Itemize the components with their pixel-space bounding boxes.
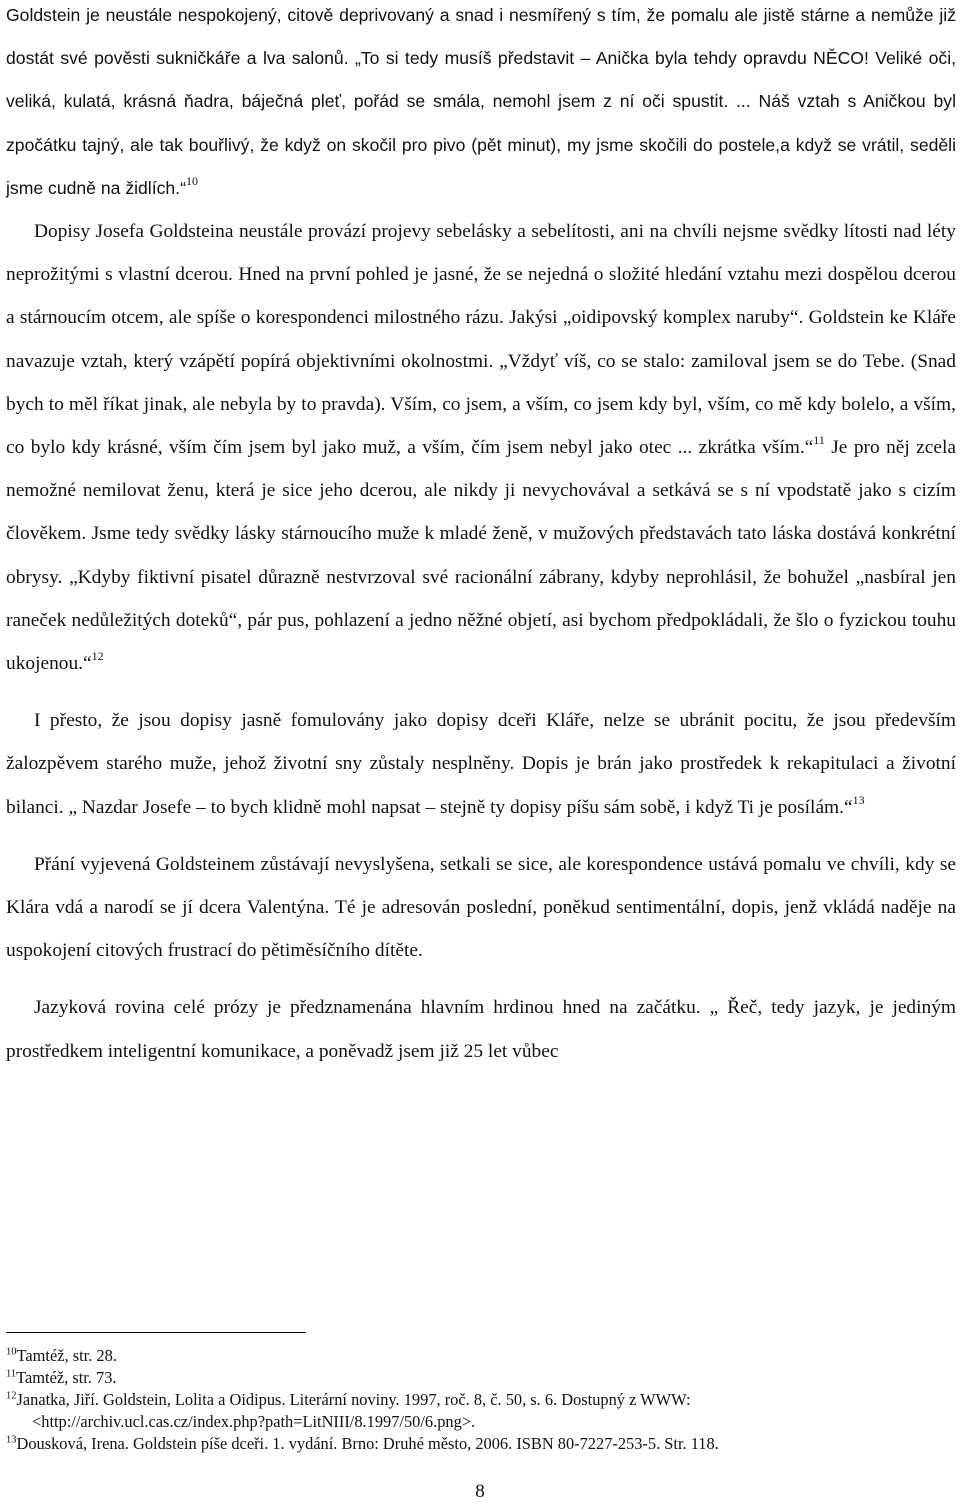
footnote-12: $^{12}$Janatka, Jiří. Goldstein, Lolita a Oidipus. Literární noviny. 1997, roč. 8, č. 50, s. 6. Dostupný z WWW: (6, 1390, 691, 1409)
paragraph-3 (6, 699, 956, 829)
footnote-10: $^{10}$Tamtéž, str. 28. (6, 1346, 117, 1365)
paragraph-4-text: Přání vyjevená Goldsteinem zůstávají nevyslyšena, setkali se sice, ale korespondence ustává pomalu ve chvíli, kdy se Klára vdá a narodí se jí dcera Valentýna. Té je adresován poslední, poněkud sentimentální, dopis, jenž vkládá naděje na uspokojení citových frustrací do pětiměsíčního dítěte. (6, 853, 956, 962)
footnote-ref-12: 12 (91, 649, 104, 664)
paragraph-1-text: Goldstein je neustále nespokojený, citově deprivovaný a snad i nesmířený s tím, že pomalu ale jistě stárne a nemůže již dostát své pověsti sukničkáře a lva salonů. „To si tedy musíš představit – Anička byla tehdy opravdu NĚCO! Veliké oči, veliká, kulatá, krásná ňadra, báječná pleť, pořád se smála, nemohl jsem z ní oči spustit. ... Náš vztah s Aničkou byl zpočátku tajný, ale tak bouřlivý, že když on skočil pro pivo (pět minut), my jsme skočili do postele,a když se vrátil, seděli jsme cudně na židlích.“ (6, 5, 956, 198)
footnote-13: $^{13}$Dousková, Irena. Goldstein píše dceři. 1. vydání. Brno: Druhé město, 2006. ISBN 80-7227-253-5. Str. 118. (6, 1434, 719, 1453)
paragraph-4 (6, 843, 956, 973)
paragraph-5 (6, 986, 956, 1072)
page-number: 8 (475, 1481, 485, 1502)
footnote-11: $^{11}$Tamtéž, str. 73. (6, 1368, 117, 1387)
footnote-12-url[interactable]: <http://archiv.ucl.cas.cz/index.php?path=LitNIII/8.1997/50/6.png>. (32, 1412, 476, 1431)
paragraph-2-tail: Je pro něj zcela nemožné nemilovat ženu, která je sice jeho dcerou, ale nikdy ji nevychovával a setkává se s ní vpodstatě jako s cizím člověkem. Jsme tedy svědky lásky stárnoucího muže k mladé ženě, v mužových představách tato láska dostává konkrétní obrysy. „Kdyby fiktivní pisatel důrazně nestvrzoval své racionální zábrany, kdyby neprohlásil, že bohužel „nasbíral jen raneček nedůležitých doteků“, pár pus, pohlazení a jedno něžné objetí, asi bychom předpokládali, že šlo o fyzickou touhu ukojenou.“ (6, 437, 956, 675)
paragraph-2 (6, 210, 956, 685)
footnote-ref-13: 13 (852, 792, 865, 807)
footnotes (6, 1345, 956, 1455)
paragraph-3-text: I přesto, že jsou dopisy jasně fomulovány jako dopisy dceři Kláře, nelze se ubránit pocitu, že jsou především žalozpěvem starého muže, jehož životní sny zůstaly nesplněny. Dopis je brán jako prostředek k rekapitulaci a životní bilanci. „ Nazdar Josefe – to bych klidně mohl napsat – stejně ty dopisy píšu sám sobě, i když Ti je posílám.“ (6, 710, 956, 818)
footnote-separator (6, 1332, 306, 1333)
paragraph-5-text: Jazyková rovina celé prózy je předznamenána hlavním hrdinou hned na začátku. „ Řeč, tedy jazyk, je jediným prostředkem inteligentní komunikace, a poněvadž jsem již 25 let vůbec (6, 997, 956, 1062)
paragraph-1 (6, 0, 956, 210)
footnote-ref-11: 11 (813, 433, 825, 448)
body-text (6, 0, 956, 1073)
footnote-ref-10: 10 (185, 173, 198, 188)
paragraph-2-text: Dopisy Josefa Goldsteina neustále provází projevy sebelásky a sebelítosti, ani na chvíli nejsme svědky lítosti nad léty neprožitými s vlastní dcerou. Hned na první pohled je jasné, že se nejedná o složité hledání vztahu mezi dospělou dcerou a stárnoucím otcem, ale spíše o korespondenci milostného rázu. Jakýsi „oidipovský komplex naruby“. Goldstein ke Kláře navazuje vztah, který vzápětí popírá objektivními okolnostmi. „Vždyť víš, co se stalo: zamiloval jsem se do Tebe. (Snad bych to měl říkat jinak, ale nebyla by to pravda). Vším, co jsem, a vším, co jsem kdy byl, vším, co mě kdy bolelo, a vším, co bylo kdy krásné, vším čím jsem byl jako muž, a vším, čím jsem nebyl jako otec ... zkrátka vším.“ (6, 221, 956, 459)
